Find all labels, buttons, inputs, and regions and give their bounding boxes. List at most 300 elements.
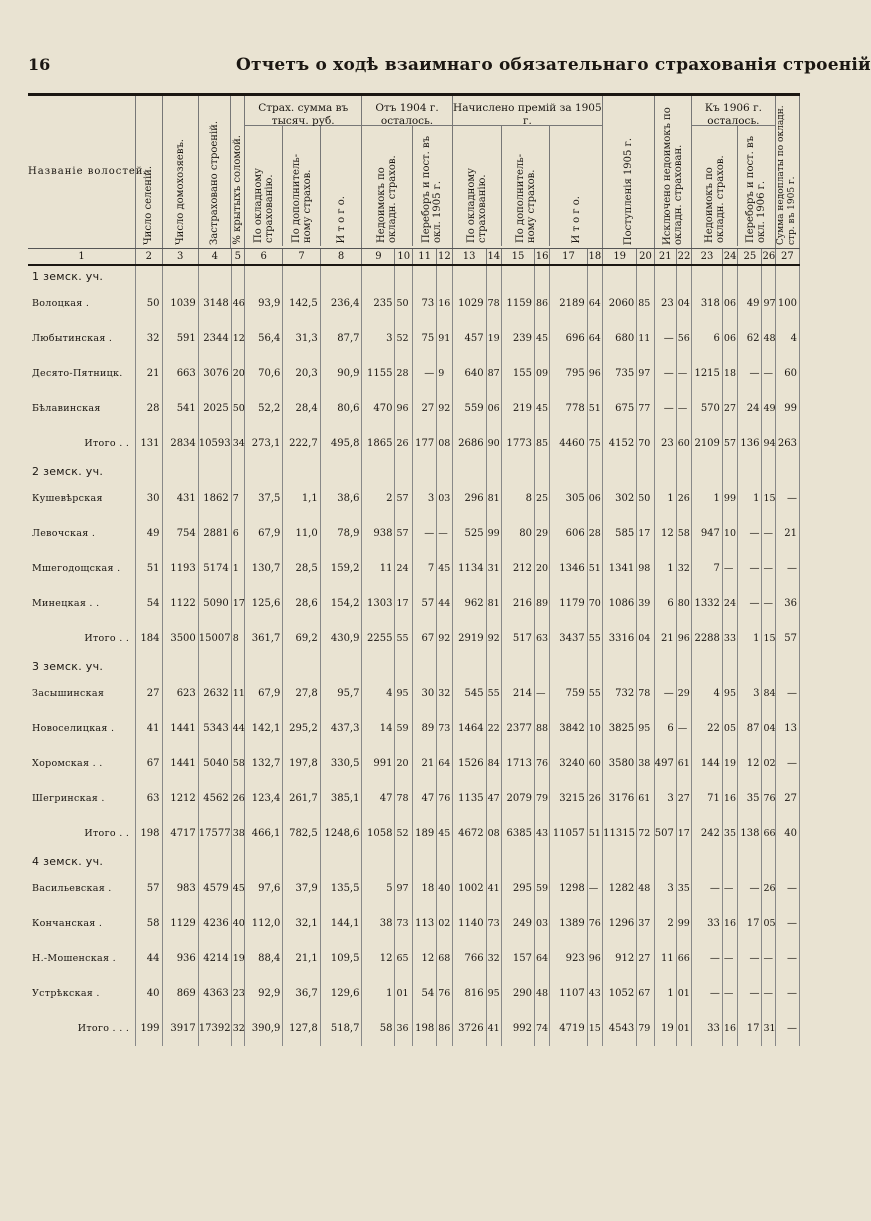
table-cell: 54 [413, 976, 437, 1011]
empty-cell [775, 656, 799, 676]
table-cell: 1 [362, 976, 395, 1011]
table-cell: — [775, 941, 799, 976]
table-cell: 78 [486, 286, 501, 321]
empty-cell [603, 656, 637, 676]
table-cell: 89 [413, 711, 437, 746]
table-cell: 56 [676, 321, 691, 356]
table-cell: 992 [502, 1011, 535, 1046]
empty-cell [231, 851, 244, 871]
table-cell: 8 [502, 481, 535, 516]
empty-cell [231, 265, 244, 286]
table-cell: 01 [676, 1011, 691, 1046]
empty-cell [486, 851, 501, 871]
table-cell: 144 [692, 746, 723, 781]
table-cell: 3500 [162, 621, 198, 656]
table-cell: 41 [486, 871, 501, 906]
table-cell: 78 [637, 676, 655, 711]
table-cell: 4717 [162, 816, 198, 851]
table-cell: 3 [362, 321, 395, 356]
table-cell: — [775, 746, 799, 781]
table-cell: 11057 [550, 816, 587, 851]
table-cell: 4214 [198, 941, 231, 976]
table-cell: 214 [502, 676, 535, 711]
empty-cell [738, 851, 762, 871]
table-cell: 95,7 [320, 676, 362, 711]
column-number: 18 [587, 249, 602, 266]
column-number: 16 [534, 249, 549, 266]
table-cell: 44 [231, 711, 244, 746]
table-cell: 2025 [198, 391, 231, 426]
table-cell: 1282 [603, 871, 637, 906]
table-cell: 12 [654, 516, 676, 551]
empty-cell [136, 461, 162, 481]
table-cell: 10 [587, 711, 602, 746]
table-cell: 01 [395, 976, 413, 1011]
volost-name: Кушевѣрская [28, 481, 136, 516]
table-cell: 1526 [452, 746, 486, 781]
table-cell: 4152 [603, 426, 637, 461]
empty-cell [283, 461, 320, 481]
table-cell: 4236 [198, 906, 231, 941]
empty-cell [676, 656, 691, 676]
empty-cell [676, 265, 691, 286]
table-cell: 2686 [452, 426, 486, 461]
table-cell: 1107 [550, 976, 587, 1011]
table-cell: 249 [502, 906, 535, 941]
empty-cell [502, 461, 535, 481]
table-cell: 1215 [692, 356, 723, 391]
header-c2: Число селеній. [136, 95, 162, 249]
table-cell: 28 [395, 356, 413, 391]
table-cell: — [738, 941, 762, 976]
column-number: 13 [452, 249, 486, 266]
table-cell: 64 [587, 321, 602, 356]
table-cell: 983 [162, 871, 198, 906]
volost-name: Васильевская . [28, 871, 136, 906]
table-cell: 129,6 [320, 976, 362, 1011]
column-number: 14 [486, 249, 501, 266]
table-cell: 97 [637, 356, 655, 391]
table-cell: 49 [136, 516, 162, 551]
table-row [28, 321, 800, 356]
volost-name: Бѣлавинская [28, 391, 136, 426]
volost-name: Левочская . [28, 516, 136, 551]
empty-cell [283, 656, 320, 676]
table-cell: 144,1 [320, 906, 362, 941]
table-cell: 136 [738, 426, 762, 461]
empty-cell [244, 656, 282, 676]
table-cell: 57 [413, 586, 437, 621]
empty-cell [762, 656, 775, 676]
empty-cell [437, 656, 452, 676]
table-cell: 67 [637, 976, 655, 1011]
table-cell: 87 [486, 356, 501, 391]
table-cell: 37,5 [244, 481, 282, 516]
table-cell: — [676, 391, 691, 426]
table-cell: 295,2 [283, 711, 320, 746]
table-cell: 23 [231, 976, 244, 1011]
table-cell: — [775, 1011, 799, 1046]
table-cell: 33 [692, 906, 723, 941]
empty-cell [637, 851, 655, 871]
table-cell: 2079 [502, 781, 535, 816]
table-cell: 640 [452, 356, 486, 391]
table-cell: 48 [534, 976, 549, 1011]
page-title: Отчетъ о ходѣ взаимнаго обязательнаго страхованія строеній [236, 55, 871, 75]
table-cell: 17 [231, 586, 244, 621]
table-cell: 23 [654, 286, 676, 321]
table-cell: 31 [486, 551, 501, 586]
column-number: 23 [692, 249, 723, 266]
column-number: 10 [395, 249, 413, 266]
table-cell: 63 [534, 621, 549, 656]
table-cell: 1464 [452, 711, 486, 746]
volost-name: Мшегодощская . [28, 551, 136, 586]
table-body [28, 265, 800, 1046]
table-cell: 1140 [452, 906, 486, 941]
table-cell: 48 [762, 321, 775, 356]
table-cell: 78,9 [320, 516, 362, 551]
empty-cell [162, 265, 198, 286]
table-cell: 02 [437, 906, 452, 941]
section-header-row [28, 656, 800, 676]
table-cell: — [762, 356, 775, 391]
table-cell: 21,1 [283, 941, 320, 976]
table-cell: — [775, 676, 799, 711]
empty-cell [775, 461, 799, 481]
table-cell: 295 [502, 871, 535, 906]
empty-cell [413, 851, 437, 871]
table-cell: 06 [722, 286, 737, 321]
table-cell: 912 [603, 941, 637, 976]
table-cell: 92 [486, 621, 501, 656]
table-cell: 127,8 [283, 1011, 320, 1046]
table-cell: 51 [136, 551, 162, 586]
table-cell: 4460 [550, 426, 587, 461]
table-cell: — [413, 516, 437, 551]
table-cell: 28 [136, 391, 162, 426]
table-cell: 5090 [198, 586, 231, 621]
volost-name: Итого . . . [28, 1011, 136, 1046]
empty-cell [692, 265, 723, 286]
table-cell: 32 [676, 551, 691, 586]
table-cell: 76 [762, 781, 775, 816]
empty-cell [320, 461, 362, 481]
table-cell: 27 [637, 941, 655, 976]
table-cell: — [654, 391, 676, 426]
table-cell: 95 [486, 976, 501, 1011]
table-cell: 1134 [452, 551, 486, 586]
table-cell: 3726 [452, 1011, 486, 1046]
table-cell: 159,2 [320, 551, 362, 586]
table-cell: 97 [762, 286, 775, 321]
table-cell: 79 [534, 781, 549, 816]
table-cell: 90,9 [320, 356, 362, 391]
table-cell: 21 [654, 621, 676, 656]
header-group-1906: Къ 1906 г. осталось. Недоимокъ по окладн. страхов. Переборъ и пост. въ окл. 1906 г. [692, 95, 776, 249]
table-cell: 02 [762, 746, 775, 781]
table-cell: 96 [587, 941, 602, 976]
table-cell: 13 [775, 711, 799, 746]
table-cell: 239 [502, 321, 535, 356]
table-cell: 4672 [452, 816, 486, 851]
table-cell: 58 [136, 906, 162, 941]
table-cell: 24 [395, 551, 413, 586]
table-cell: 3148 [198, 286, 231, 321]
table-cell: 2060 [603, 286, 637, 321]
table-cell: 27 [775, 781, 799, 816]
table-cell: 51 [587, 551, 602, 586]
table-cell: 57 [395, 516, 413, 551]
table-cell: 19 [722, 746, 737, 781]
table-cell: 962 [452, 586, 486, 621]
table-cell: 21 [775, 516, 799, 551]
table-cell: 936 [162, 941, 198, 976]
table-cell: — [722, 976, 737, 1011]
table-cell: 1441 [162, 746, 198, 781]
empty-cell [738, 656, 762, 676]
table-cell: 1 [654, 551, 676, 586]
empty-cell [283, 851, 320, 871]
volost-name: Минецкая . . [28, 586, 136, 621]
table-cell: 15 [762, 481, 775, 516]
table-cell: 1713 [502, 746, 535, 781]
table-cell: 11 [637, 321, 655, 356]
empty-cell [231, 656, 244, 676]
table-cell: — [534, 676, 549, 711]
table-cell: 8 [231, 621, 244, 656]
table-cell: 732 [603, 676, 637, 711]
column-number: 4 [198, 249, 231, 266]
table-cell: 12 [738, 746, 762, 781]
table-cell: 2632 [198, 676, 231, 711]
table-cell: — [738, 976, 762, 1011]
table-cell: 1155 [362, 356, 395, 391]
table-cell: 517 [502, 621, 535, 656]
table-cell: 135,5 [320, 871, 362, 906]
empty-cell [231, 461, 244, 481]
table-cell: 991 [362, 746, 395, 781]
table-cell: 20,3 [283, 356, 320, 391]
table-cell: 04 [637, 621, 655, 656]
table-cell: 30 [136, 481, 162, 516]
table-cell: — [654, 321, 676, 356]
column-number: 24 [722, 249, 737, 266]
table-cell: 55 [587, 621, 602, 656]
table-cell: 4543 [603, 1011, 637, 1046]
section-header-row [28, 461, 800, 481]
table-cell: 47 [413, 781, 437, 816]
table-cell: 2377 [502, 711, 535, 746]
column-number-row [28, 249, 800, 266]
table-cell: 76 [437, 976, 452, 1011]
table-cell: 18 [722, 356, 737, 391]
table-cell: 32 [231, 1011, 244, 1046]
empty-cell [738, 265, 762, 286]
table-cell: 14 [362, 711, 395, 746]
table-cell: — [775, 906, 799, 941]
table-cell: 16 [437, 286, 452, 321]
table-cell: 32,1 [283, 906, 320, 941]
table-cell: 585 [603, 516, 637, 551]
empty-cell [550, 656, 587, 676]
table-cell: 457 [452, 321, 486, 356]
table-cell: 06 [722, 321, 737, 356]
empty-cell [722, 461, 737, 481]
table-cell: 56,4 [244, 321, 282, 356]
table-cell: 90 [486, 426, 501, 461]
empty-cell [362, 851, 395, 871]
table-cell: 938 [362, 516, 395, 551]
empty-cell [320, 265, 362, 286]
column-number: 9 [362, 249, 395, 266]
table-cell: 541 [162, 391, 198, 426]
empty-cell [136, 265, 162, 286]
total-row [28, 621, 800, 656]
column-number: 8 [320, 249, 362, 266]
table-cell: — [722, 941, 737, 976]
table-cell: — [676, 356, 691, 391]
table-cell: 32 [486, 941, 501, 976]
table-cell: 41 [136, 711, 162, 746]
header-c27: Сумма недоплаты по окладн. стр. въ 1905 г. [775, 95, 799, 249]
table-cell: 17577 [198, 816, 231, 851]
table-cell: 99 [775, 391, 799, 426]
table-cell: 45 [437, 816, 452, 851]
table-cell: 57 [775, 621, 799, 656]
table-cell: 1 [654, 481, 676, 516]
table-row [28, 906, 800, 941]
table-cell: 18 [413, 871, 437, 906]
table-cell: 40 [437, 871, 452, 906]
table-cell: 25 [534, 481, 549, 516]
table-cell: 197,8 [283, 746, 320, 781]
table-cell: 4 [775, 321, 799, 356]
table-cell: 44 [437, 586, 452, 621]
table-cell: 37,9 [283, 871, 320, 906]
table-cell: 184 [136, 621, 162, 656]
table-cell: — [654, 676, 676, 711]
table-cell: 98 [637, 551, 655, 586]
empty-cell [413, 461, 437, 481]
table-cell: 41 [486, 1011, 501, 1046]
empty-cell [692, 851, 723, 871]
volost-name: Любытинская . [28, 321, 136, 356]
table-cell: 95 [722, 676, 737, 711]
empty-cell [676, 461, 691, 481]
empty-cell [486, 656, 501, 676]
table-cell: 62 [738, 321, 762, 356]
table-cell: 1 [738, 481, 762, 516]
empty-cell [775, 851, 799, 871]
column-number: 20 [637, 249, 655, 266]
table-cell: 89 [534, 586, 549, 621]
table-cell: — [722, 551, 737, 586]
table-cell: 390,9 [244, 1011, 282, 1046]
table-cell: 778 [550, 391, 587, 426]
table-cell: — [692, 976, 723, 1011]
empty-cell [452, 265, 486, 286]
empty-cell [534, 265, 549, 286]
table-cell: 1389 [550, 906, 587, 941]
empty-cell [722, 656, 737, 676]
table-cell: 19 [654, 1011, 676, 1046]
table-cell: 73 [437, 711, 452, 746]
table-cell: 1052 [603, 976, 637, 1011]
header-group-premiums: Начислено премій за 1905 г. По окладному страхованію. По дополнитель- ному страхов. И т о г о. [452, 95, 603, 249]
empty-cell [676, 851, 691, 871]
empty-cell [395, 656, 413, 676]
table-cell: 623 [162, 676, 198, 711]
empty-cell [654, 851, 676, 871]
table-cell: 97 [395, 871, 413, 906]
table-cell: 112,0 [244, 906, 282, 941]
empty-cell [692, 461, 723, 481]
table-cell: 12 [362, 941, 395, 976]
table-cell: 50 [637, 481, 655, 516]
empty-cell [395, 851, 413, 871]
table-cell: 216 [502, 586, 535, 621]
table-cell: 16 [722, 1011, 737, 1046]
volost-name: Засышинская [28, 676, 136, 711]
table-cell: 495,8 [320, 426, 362, 461]
table-cell: 17 [637, 516, 655, 551]
table-cell: 1332 [692, 586, 723, 621]
total-row [28, 426, 800, 461]
table-cell: 63 [136, 781, 162, 816]
volost-name: Итого . . [28, 816, 136, 851]
table-cell: 1441 [162, 711, 198, 746]
table-cell: 130,7 [244, 551, 282, 586]
table-cell: 29 [534, 516, 549, 551]
table-cell: 1193 [162, 551, 198, 586]
insurance-table [28, 93, 800, 1046]
empty-cell [452, 656, 486, 676]
table-cell: 155 [502, 356, 535, 391]
table-cell: 58 [362, 1011, 395, 1046]
table-cell: 35 [738, 781, 762, 816]
table-cell: 71 [692, 781, 723, 816]
header-group-sum: Страх. сумма въ тысяч. руб. По окладному страхованію. По дополнитель- ному страхов. И т о г о. [244, 95, 362, 249]
table-cell: — [738, 516, 762, 551]
table-cell: 99 [486, 516, 501, 551]
table-cell: 6 [231, 516, 244, 551]
table-cell: 507 [654, 816, 676, 851]
table-cell: 430,9 [320, 621, 362, 656]
table-cell: 48 [637, 871, 655, 906]
table-cell: 2834 [162, 426, 198, 461]
empty-cell [162, 461, 198, 481]
table-cell: 87,7 [320, 321, 362, 356]
table-cell: 3437 [550, 621, 587, 656]
table-cell: 1341 [603, 551, 637, 586]
table-row [28, 286, 800, 321]
table-cell: 11,0 [283, 516, 320, 551]
table-cell: 466,1 [244, 816, 282, 851]
table-cell: 3825 [603, 711, 637, 746]
table-cell: 15007 [198, 621, 231, 656]
table-cell: 21 [413, 746, 437, 781]
table-cell: 305 [550, 481, 587, 516]
table-cell: 49 [762, 391, 775, 426]
empty-cell [362, 265, 395, 286]
table-cell: 754 [162, 516, 198, 551]
table-cell: 70 [637, 426, 655, 461]
empty-cell [244, 851, 282, 871]
table-cell: 51 [587, 816, 602, 851]
table-cell: — [738, 871, 762, 906]
table-cell: 80,6 [320, 391, 362, 426]
